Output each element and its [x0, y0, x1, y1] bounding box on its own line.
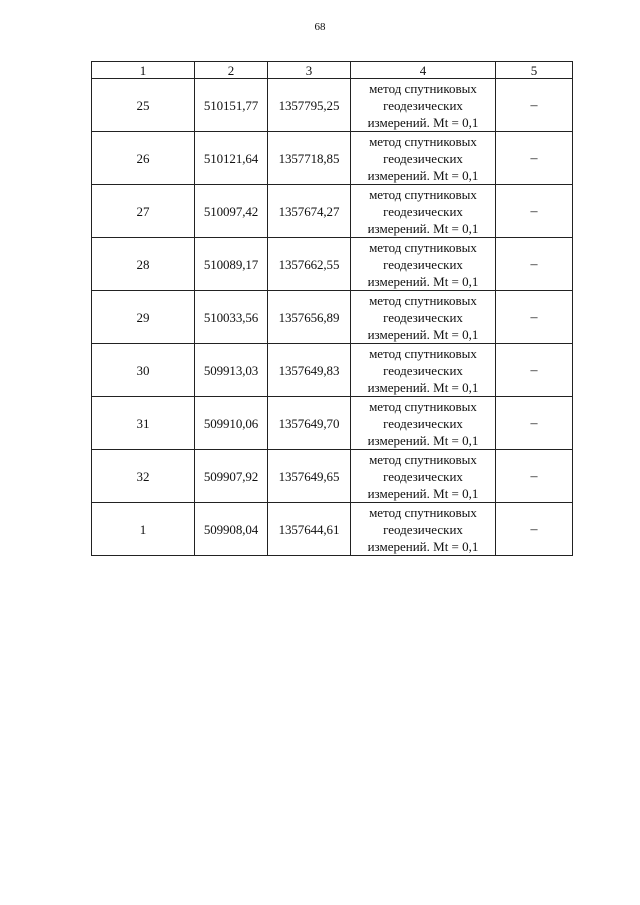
header-col-3: 3 [268, 62, 351, 79]
method-line-3: измерений. Mt = 0,1 [367, 379, 479, 395]
header-col-5: 5 [496, 62, 573, 79]
point-number: 32 [92, 450, 195, 503]
note-dash: – [496, 238, 573, 291]
table-row [92, 450, 573, 503]
coordinate-y: 1357674,27 [268, 185, 351, 238]
method-line-1: метод спутниковых [369, 345, 477, 361]
method-description [351, 291, 496, 344]
method-line-2: геодезических [383, 150, 463, 166]
method-line-3: измерений. Mt = 0,1 [367, 432, 479, 448]
method-description [351, 344, 496, 397]
page-number: 68 [314, 21, 326, 33]
note-dash: – [496, 291, 573, 344]
note-dash: – [496, 344, 573, 397]
coordinate-x: 510121,64 [195, 132, 268, 185]
coordinate-x: 510089,17 [195, 238, 268, 291]
method-line-3: измерений. Mt = 0,1 [367, 220, 479, 236]
table-row [92, 79, 573, 132]
method-description [351, 185, 496, 238]
note-dash: – [496, 503, 573, 556]
point-number: 29 [92, 291, 195, 344]
method-line-3: измерений. Mt = 0,1 [367, 114, 479, 130]
note-dash: – [496, 79, 573, 132]
method-description [351, 503, 496, 556]
table-row [92, 291, 573, 344]
coordinate-y: 1357795,25 [268, 79, 351, 132]
coordinate-x: 509908,04 [195, 503, 268, 556]
point-number: 28 [92, 238, 195, 291]
coordinate-x: 509913,03 [195, 344, 268, 397]
table-row [92, 238, 573, 291]
method-description [351, 132, 496, 185]
method-line-1: метод спутниковых [369, 133, 477, 149]
note-dash: – [496, 450, 573, 503]
point-number: 25 [92, 79, 195, 132]
header-col-4: 4 [351, 62, 496, 79]
coordinate-y: 1357662,55 [268, 238, 351, 291]
coordinate-y: 1357649,70 [268, 397, 351, 450]
method-line-1: метод спутниковых [369, 398, 477, 414]
method-description [351, 450, 496, 503]
coordinate-x: 510151,77 [195, 79, 268, 132]
method-line-2: геодезических [383, 97, 463, 113]
point-number: 30 [92, 344, 195, 397]
table-row [92, 132, 573, 185]
table-row [92, 185, 573, 238]
table-row [92, 503, 573, 556]
table-header-row [92, 62, 573, 79]
method-line-1: метод спутниковых [369, 80, 477, 96]
coordinate-y: 1357649,65 [268, 450, 351, 503]
coordinate-y: 1357718,85 [268, 132, 351, 185]
point-number: 27 [92, 185, 195, 238]
method-line-3: измерений. Mt = 0,1 [367, 326, 479, 342]
point-number: 26 [92, 132, 195, 185]
header-col-2: 2 [195, 62, 268, 79]
method-line-2: геодезических [383, 362, 463, 378]
coordinate-y: 1357649,83 [268, 344, 351, 397]
method-line-3: измерений. Mt = 0,1 [367, 485, 479, 501]
coordinate-x: 510097,42 [195, 185, 268, 238]
method-line-3: измерений. Mt = 0,1 [367, 538, 479, 554]
table-row [92, 344, 573, 397]
method-line-2: геодезических [383, 468, 463, 484]
point-number: 1 [92, 503, 195, 556]
method-line-1: метод спутниковых [369, 451, 477, 467]
table-row [92, 397, 573, 450]
note-dash: – [496, 185, 573, 238]
method-line-1: метод спутниковых [369, 504, 477, 520]
coordinate-y: 1357656,89 [268, 291, 351, 344]
method-line-2: геодезических [383, 521, 463, 537]
method-description [351, 79, 496, 132]
note-dash: – [496, 132, 573, 185]
method-line-2: геодезических [383, 309, 463, 325]
method-line-2: геодезических [383, 415, 463, 431]
coordinate-y: 1357644,61 [268, 503, 351, 556]
method-line-3: измерений. Mt = 0,1 [367, 273, 479, 289]
method-description [351, 238, 496, 291]
note-dash: – [496, 397, 573, 450]
coordinate-x: 509910,06 [195, 397, 268, 450]
header-col-1: 1 [92, 62, 195, 79]
method-line-3: измерений. Mt = 0,1 [367, 167, 479, 183]
method-line-1: метод спутниковых [369, 239, 477, 255]
table-body [92, 79, 573, 556]
method-line-1: метод спутниковых [369, 186, 477, 202]
coordinate-x: 509907,92 [195, 450, 268, 503]
method-line-2: геодезических [383, 256, 463, 272]
method-description [351, 397, 496, 450]
coordinates-table [91, 61, 573, 556]
coordinate-x: 510033,56 [195, 291, 268, 344]
method-line-2: геодезических [383, 203, 463, 219]
point-number: 31 [92, 397, 195, 450]
method-line-1: метод спутниковых [369, 292, 477, 308]
